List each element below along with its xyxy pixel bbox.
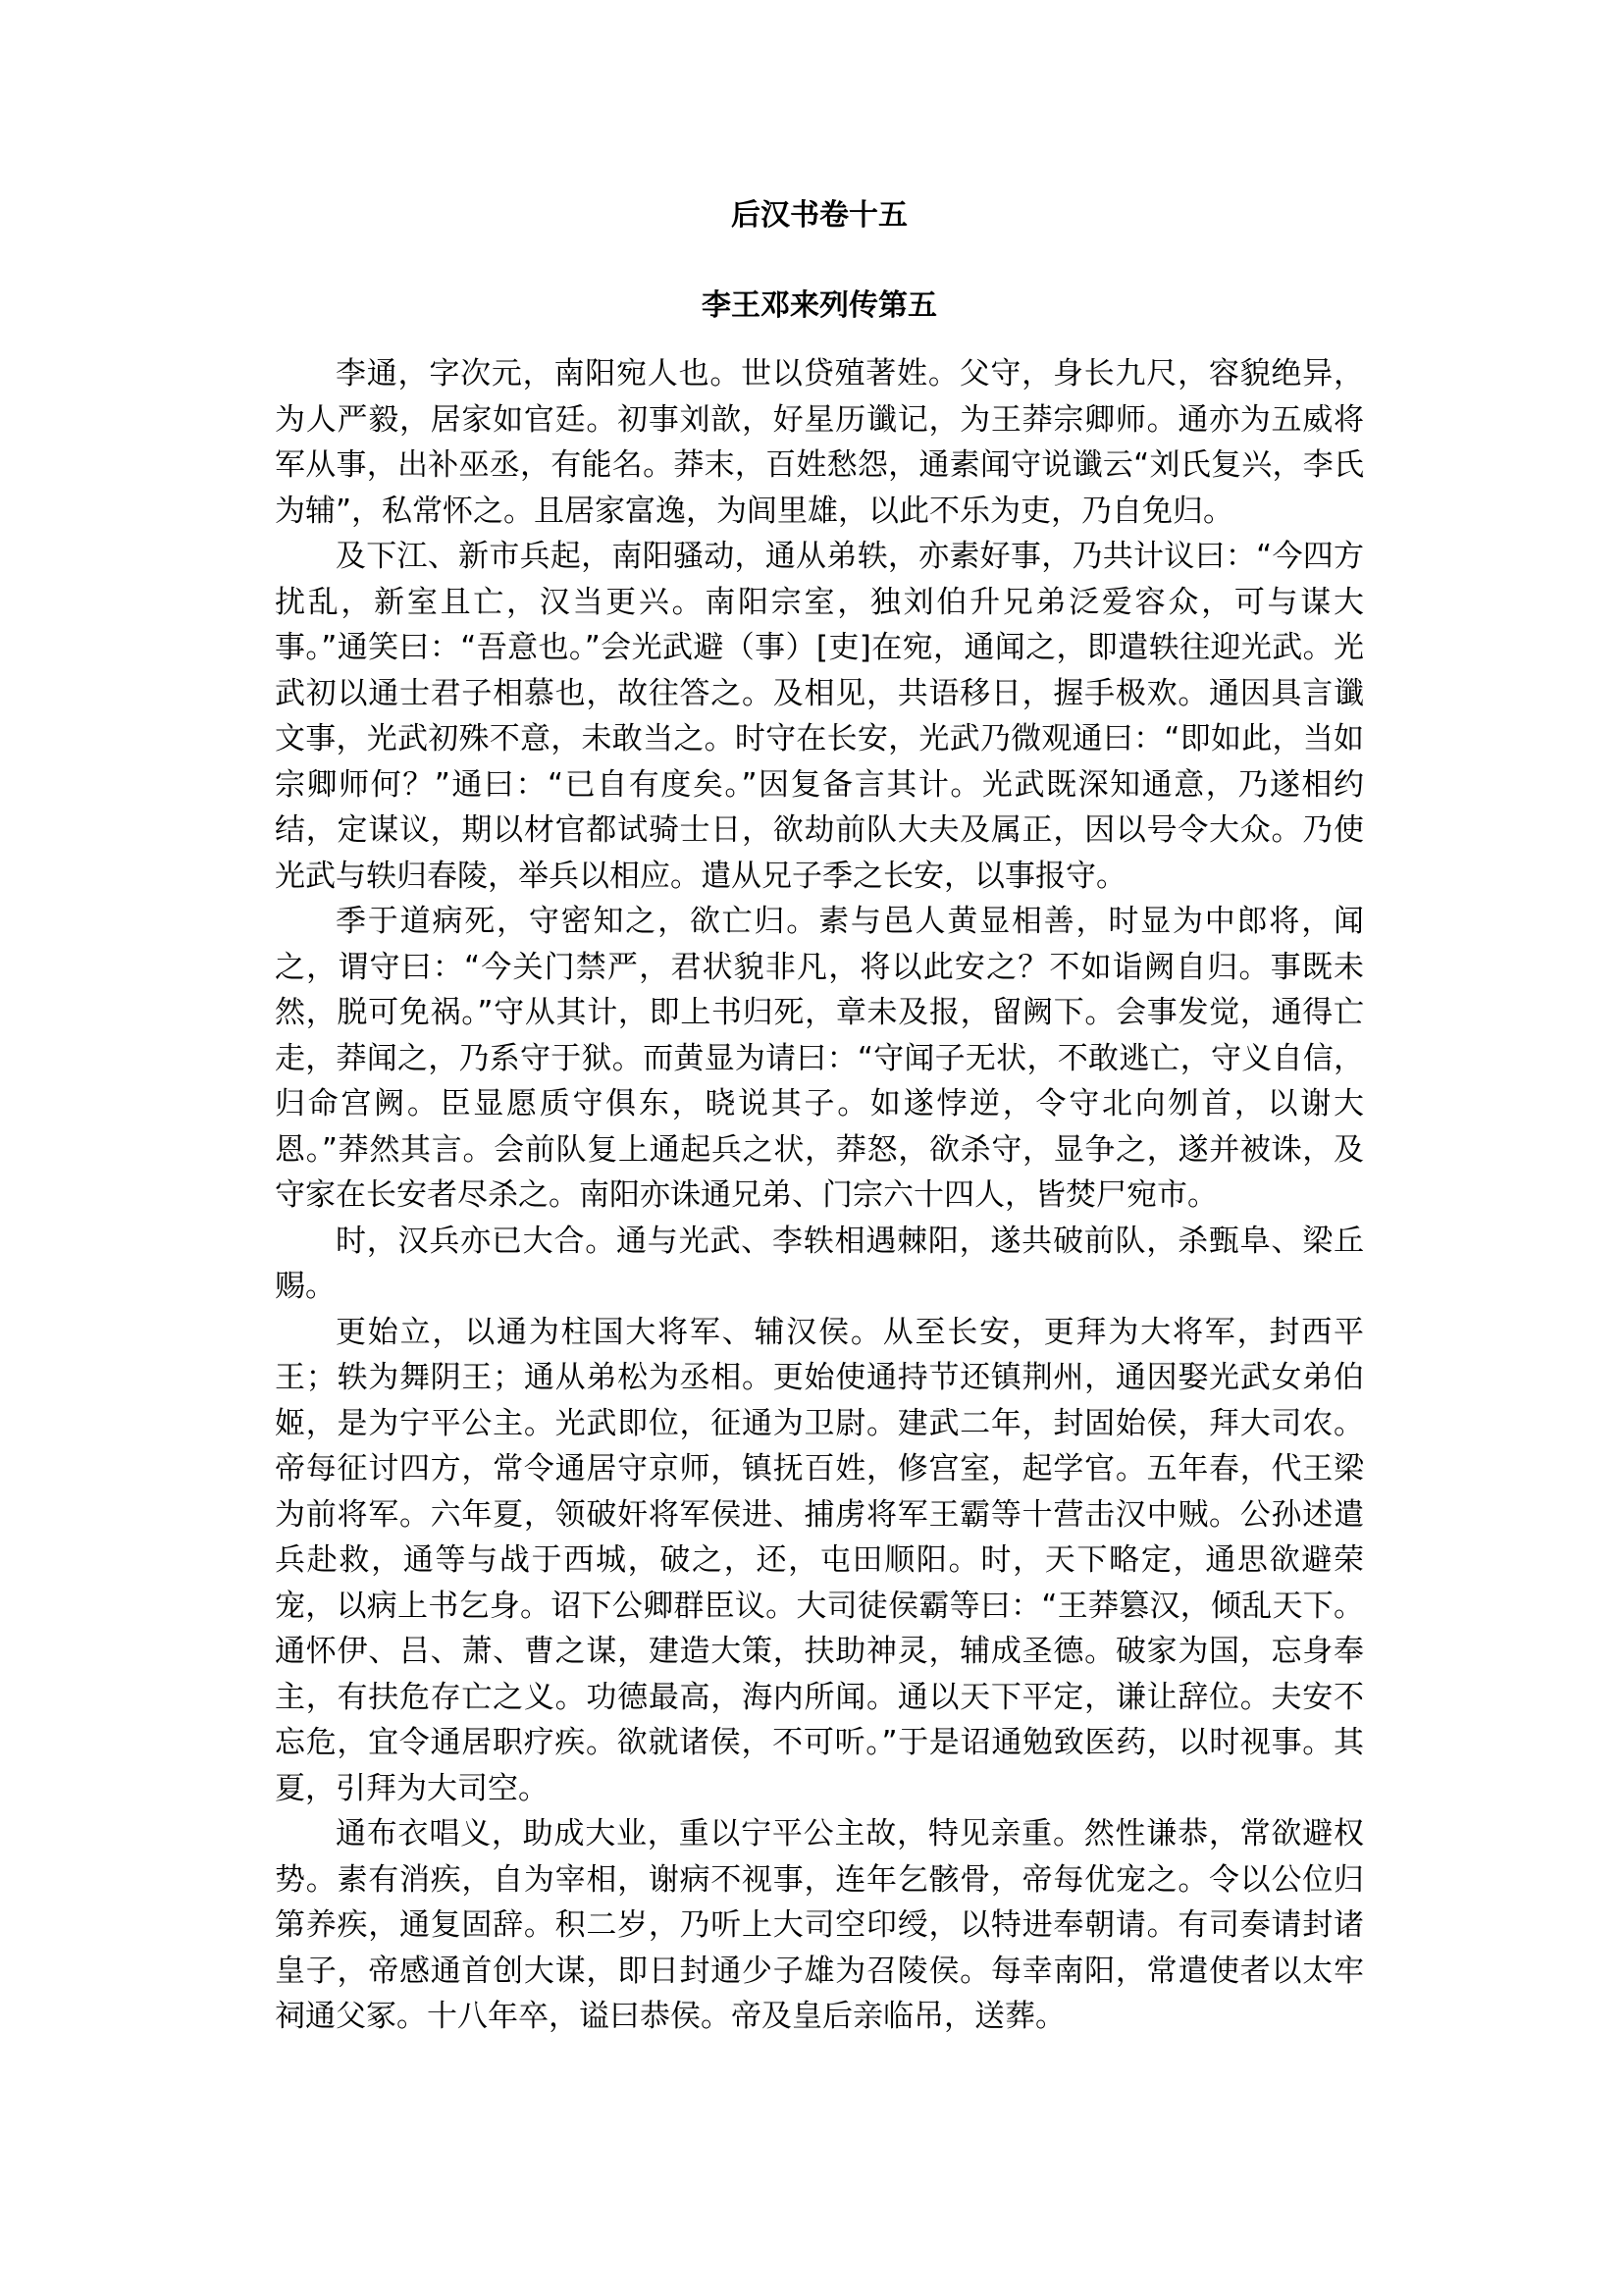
paragraph: 时，汉兵亦已大合。通与光武、李轶相遇棘阳，遂共破前队，杀甄阜、梁丘赐。	[275, 1223, 1364, 1304]
paragraph: 季于道病死，守密知之，欲亡归。素与邑人黄显相善，时显为中郎将，闻之，谓守曰：“今关门禁严，君状貌非凡，将以此安之？不如诣阙自归。事既未然，脱可免祸。”守从其计，即上书归死，章未及报，留阙下。会事发觉，通得亡走，莽闻之，乃系守于狱。而黄显为请曰：“守闻子无状，不敢逃亡，守义自信，归命宫阙。臣显愿质守俱东，晓说其子。如遂悖逆，令守北向刎首，以谢大恩。”莽然其言。会前队复上通起兵之状，莽怒，欲杀守，显争之，遂并被诛，及守家在长安者尽杀之。南阳亦诛通兄弟、门宗六十四人，皆焚尸宛市。	[275, 904, 1364, 1213]
book-title: 后汉书卷十五	[731, 198, 908, 233]
paragraph: 通布衣唱义，助成大业，重以宁平公主故，特见亲重。然性谦恭，常欲避权势。素有消疾，自为宰相，谢病不视事，连年乞骸骨，帝每优宠之。令以公位归第养疾，通复固辞。积二岁，乃听上大司空印绶，以特进奉朝请。有司奏请封诸皇子，帝感通首创大谋，即日封通少子雄为召陵侯。每幸南阳，常遣使者以太牢祠通父冢。十八年卒，谥曰恭侯。帝及皇后亲临吊，送葬。	[275, 1816, 1364, 2034]
paragraph: 及下江、新市兵起，南阳骚动，通从弟轶，亦素好事，乃共计议曰：“今四方扰乱，新室且亡，汉当更兴。南阳宗室，独刘伯升兄弟泛爱容众，可与谋大事。”通笑曰：“吾意也。”会光武避（事）[吏]在宛，通闻之，即遣轶往迎光武。光武初以通士君子相慕也，故往答之。及相见，共语移日，握手极欢。通因具言谶文事，光武初殊不意，未敢当之。时守在长安，光武乃微观通曰：“即如此，当如宗卿师何？”通曰：“已自有度矣。”因复备言其计。光武既深知通意，乃遂相约结，定谋议，期以材官都试骑士日，欲劫前队大夫及属正，因以号令大众。乃使光武与轶归春陵，举兵以相应。遣从兄子季之长安，以事报守。	[275, 539, 1364, 894]
chapter-title: 李王邓来列传第五	[702, 288, 937, 323]
paragraph: 李通，字次元，南阳宛人也。世以贷殖著姓。父守，身长九尺，容貌绝异，为人严毅，居家如官廷。初事刘歆，好星历谶记，为王莽宗卿师。通亦为五威将军从事，出补巫丞，有能名。莽末，百姓愁怨，通素闻守说谶云“刘氏复兴，李氏为辅”，私常怀之。且居家富逸，为闾里雄，以此不乐为吏，乃自免归。	[275, 356, 1364, 529]
paragraph: 更始立，以通为柱国大将军、辅汉侯。从至长安，更拜为大将军，封西平王；轶为舞阴王；通从弟松为丞相。更始使通持节还镇荆州，通因娶光武女弟伯姬，是为宁平公主。光武即位，征通为卫尉。建武二年，封固始侯，拜大司农。帝每征讨四方，常令通居守京师，镇抚百姓，修宫室，起学官。五年春，代王梁为前将军。六年夏，领破奸将军侯进、捕虏将军王霸等十营击汉中贼。公孙述遣兵赴救，通等与战于西城，破之，还，屯田顺阳。时，天下略定，通思欲避荣宠，以病上书乞身。诏下公卿群臣议。大司徒侯霸等曰：“王莽篡汉，倾乱天下。通怀伊、吕、萧、曹之谋，建造大策，扶助神灵，辅成圣德。破家为国，忘身奉主，有扶危存亡之义。功德最高，海内所闻。通以天下平定，谦让辞位。夫安不忘危，宜令通居职疗疾。欲就诸侯，不可听。”于是诏通勉致医药，以时视事。其夏，引拜为大司空。	[275, 1314, 1364, 1806]
document-page	[275, 196, 1364, 2040]
